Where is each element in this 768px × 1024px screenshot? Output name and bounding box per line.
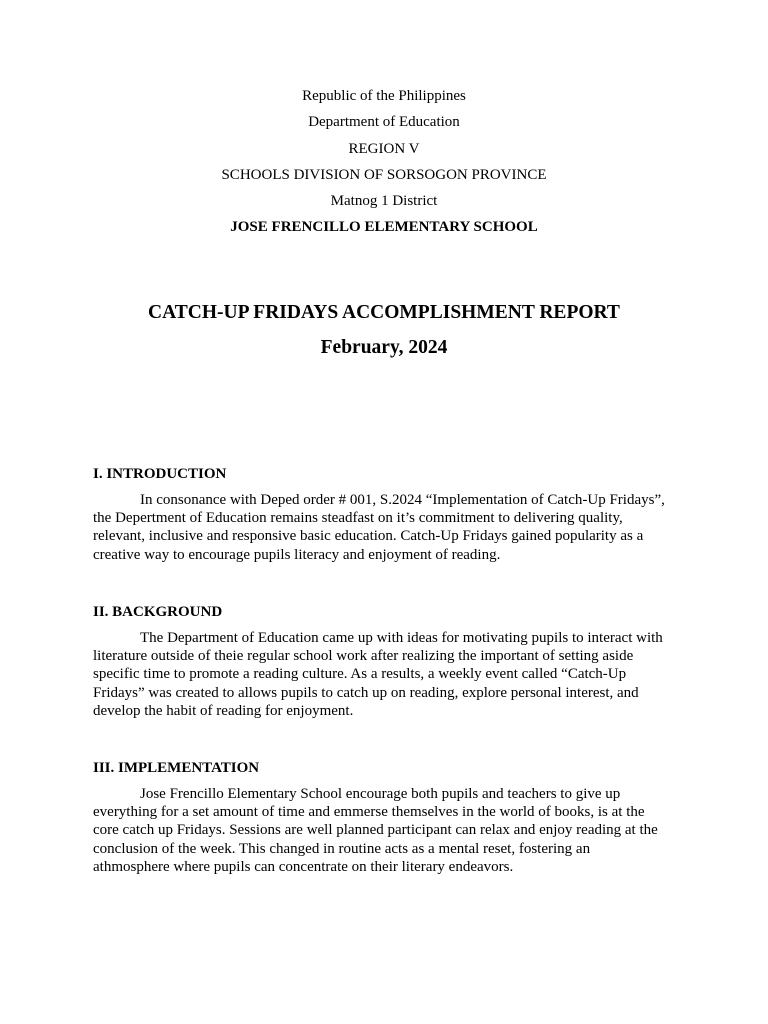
section-heading: II. BACKGROUND bbox=[93, 604, 223, 620]
section-heading: I. INTRODUCTION bbox=[93, 466, 227, 482]
department-line: Department of Education bbox=[308, 114, 460, 131]
region-line: REGION V bbox=[348, 140, 420, 157]
district-line: Matnog 1 District bbox=[330, 193, 438, 210]
report-title: CATCH-UP FRIDAYS ACCOMPLISHMENT REPORT bbox=[148, 302, 620, 323]
report-header bbox=[0, 300, 768, 361]
letterhead bbox=[0, 86, 768, 244]
school-name: JOSE FRENCILLO ELEMENTARY SCHOOL bbox=[230, 219, 538, 236]
republic-line: Republic of the Philippines bbox=[302, 88, 466, 104]
section-body: The Department of Education came up with ideas for motivating pupils to interact with literature outside of theie regular school work after realizing the important of setting aside specific time to promote a reading culture. As a results, a weekly event called “Catch-Up Fridays” was created to allows pupils to catch up on reading, explore personal interest, and develop the habit of reading for enjoyment. bbox=[93, 630, 663, 719]
section-implementation bbox=[93, 759, 665, 876]
section-introduction bbox=[93, 465, 665, 564]
section-background bbox=[93, 603, 665, 720]
report-date: February, 2024 bbox=[320, 337, 448, 358]
section-body: Jose Frencillo Elementary School encourage both pupils and teachers to give up everything for a set amount of time and emmerse themselves in the world of books, is at the core catch up Fridays. Sessions are well planned participant can relax and enjoy reading at the conclusion of the week. This changed in routine acts as a mental reset, fostering an athmosphere where pupils can concentrate on their literary endeavors. bbox=[93, 786, 658, 875]
division-line: SCHOOLS DIVISION OF SORSOGON PROVINCE bbox=[221, 166, 547, 183]
section-body: In consonance with Deped order # 001, S.2024 “Implementation of Catch-Up Fridays”, the Depertment of Education remains steadfast on it’s commitment to delivering quality, relevant, inclusive and responsive basic education. Catch-Up Fridays gained popularity as a creative way to encourage pupils literacy and enjoyment of reading. bbox=[93, 492, 665, 563]
section-heading: III. IMPLEMENTATION bbox=[93, 760, 260, 776]
